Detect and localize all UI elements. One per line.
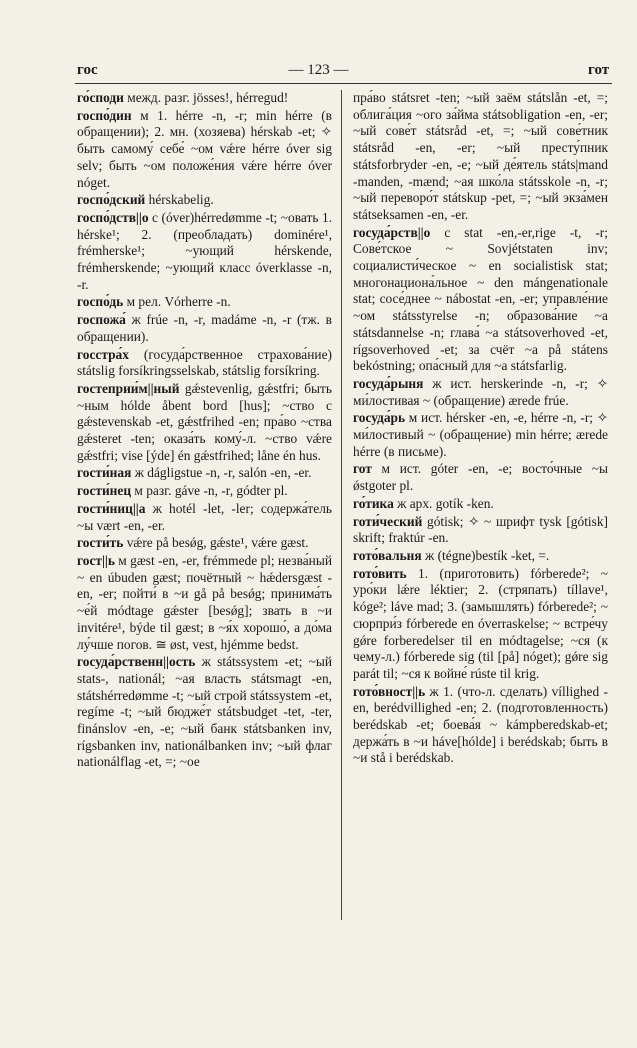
entry-body: hérskabelig. [145,192,214,208]
dictionary-entry [353,548,608,565]
entry-headword: гости́ная [77,465,132,481]
entry-headword: гости́ть [77,535,124,551]
left-guide-word: гос [77,62,98,78]
dictionary-entry [77,90,332,107]
entry-headword: госпо́дств||о [77,209,149,225]
entry-body: м разг. gáve -n, -r, gódter pl. [131,483,288,499]
entry-headword: гот [353,461,372,477]
entry-headword: гостеприи́м||ный [77,380,180,396]
entry-headword: гост||ь [77,552,115,568]
entry-headword: госуда́рств||о [353,224,431,240]
dictionary-entry [353,566,608,683]
dictionary-entry [77,108,332,192]
dictionary-entry [353,684,608,768]
entry-body: м 1. hérre -n, -r; min hérre (в обращении); 2. мн. (хозяева) hérskab -et; ✧ быть самому́ себе́ ~ом vǽre hérre óver sig selv; быть ~ом положе́ния vǽre hérre óver nóget. [77,107,332,190]
entry-body: ж (tégne)bestík -ket, =. [421,547,550,563]
entry-body: ж státssystem -et; ~ый stats-, nationál; ~ая власть státsmagt -en, státshérredømme -t; ~ый строй státssystem -et, regíme -t; ~ый бюдже́т státsbudget -tet, -ter, finánslov -en, -e; ~ый банк státsbanken inv, rígsbanken inv, nationálbanken inv; ~ый флаг nationálflag -et, =; ~ое [77,654,332,770]
entry-body: gǽstevenlig, gǽstfri; быть ~ным hólde åbent bord [hus]; ~ство с gǽstevenskab -et, gǽstfrihed -en; пра́во ~ства gǽsteret -ten; оказа́ть кому́-л. ~ство vǽre gǽstfri; vise [ýde] én gǽstfrihed; låne én hus. [77,380,332,463]
page-number: — 123 — [288,62,349,78]
dictionary-entry [353,410,608,460]
dictionary-entry [77,535,332,552]
dictionary-entry [77,483,332,500]
entry-body: ж hotél -let, -ler; содержа́тель ~ы vært -en, -er. [77,500,332,533]
entry-body: ж 1. (что-л. сделать) víllighed -en, berédvillighed -en; 2. (подготовленность) berédskab -et; боева́я ~ kámpberedskab-et; держа́ть в ~и háve[hólde] i berédskab; быть в ~и stå i berédskab. [353,683,608,766]
dictionary-entry [77,553,332,653]
dictionary-entry [77,347,332,380]
entry-body: 1. (приготовить) fórberede²; ~ уро́ки lǽre léktier; 2. (стряпать) tíllave¹, kóge²; láve mad; 3. (замышлять) fórberede²; ~ сюрпри́з fórberede en óverraskelse; ~ встре́чу gǿre forberedelser til en módtagelse; ~ся (к чему-л.) fórberede sig (til [på] nóget); gǿre sig parát til; ~ся к войне́ rúste til krig. [353,565,608,681]
dictionary-entry [77,210,332,294]
entry-headword: госпо́дин [77,107,132,123]
dictionary-entry [77,465,332,482]
entry-body: м gæst -en, -er, frémmede pl; незва́ный ~ en úbuden gæst; почётный ~ hǽdersgæst -en, -er; пойти́ в ~и gå på besǿg; принима́ть ~е́й módtage gǽster [besǿg]; звать в ~и invitére¹, býde til gæst; в ~я́х хорошо́, а до́ма лу́чше погов. ≅ øst, vest, hjémme bedst. [77,552,332,652]
entry-body: с (óver)hérredømme -t; ~овать 1. hérske¹; 2. (преобладать) dominére¹, frémherske¹; ~ующий hérskende, frémherskende; ~ующий класс óverklasse -n, -r. [77,209,332,292]
entry-body: ж ист. herskerinde -n, -r; ✧ ми́лостивая ~ (обращение) ærede frúe. [353,375,608,408]
dictionary-entry [353,90,608,224]
entry-headword: го́тика [353,495,394,511]
entry-headword: госпо́дский [77,192,146,208]
dictionary-entry [77,654,332,771]
entry-headword: госпожа́ [77,312,126,328]
entry-headword: гото́вност||ь [353,683,426,699]
entry-headword: гото́вить [353,565,407,581]
entry-headword: гости́ниц||а [77,500,146,516]
entry-body: с stat -en,-er,rige -t, -r; Сове́тское ~ Sovjétstaten inv; социалисти́ческое ~ en socialistisk stat; многонациона́льное ~ den mángenationale stat; сосе́днее ~ nábostat -en, -er; управле́ние ~ом státsstyrelse -n; образова́ние ~а státsdannelse -n; глава́ ~а státsoverhoved -et, rígsoverhoved -et; за счёт ~а på státens bekóstning; опа́сный для ~а státsfarlig. [353,224,608,374]
entry-body: vǽre på besǿg, gǽste¹, vǽre gæst. [123,535,309,551]
dictionary-entry [77,312,332,345]
dictionary-entry [353,496,608,513]
entry-headword: гото́вальня [353,547,422,563]
entry-body: м ист. hérsker -en, -e, hérre -n, -r; ✧ ми́лостивый ~ (обращение) min hérre; ærede hérre (в письме). [353,410,608,459]
entry-headword: госуда́рь [353,410,406,426]
entry-body: ж frúe -n, -r, madáme -n, -r (тж. в обращении). [77,312,332,344]
dictionary-entry [353,376,608,409]
header-rule [75,83,612,84]
entry-headword: госпо́дь [77,294,124,310]
dictionary-entry [77,192,332,209]
right-column [353,90,608,768]
entry-body: межд. разг. jösses!, hérregud! [123,90,289,105]
entry-body: ж арх. gotík -ken. [393,495,494,511]
entry-headword: гости́нец [77,483,132,499]
column-divider [341,90,342,920]
dictionary-entry [77,501,332,534]
entry-body: м рел. Vórherre -n. [123,294,231,310]
entry-body: (госуда́рственное страхова́ние) státslig forsíkringsselskab, státslig forsíkring. [77,346,332,379]
entry-headword: го́споди [77,90,124,105]
entry-body: м ист. góter -en, -e; восто́чные ~ы ǿstgoter pl. [353,461,608,494]
right-guide-word: гот [588,62,610,78]
dictionary-entry [77,294,332,311]
entry-headword: госстра́х [77,346,129,362]
entry-headword: готи́ческий [353,513,423,529]
dictionary-entry [77,381,332,465]
entry-headword: госуда́рственн||ость [77,654,196,670]
dictionary-entry [353,514,608,547]
dictionary-entry [353,461,608,494]
entry-body: пра́во státsret -ten; ~ый заём státslån -et, =; облига́ция ~ого за́йма státsobligation -en, -er; ~ый сове́т státsråd -et, =; ~ый сове́тник státsråd -en, -er; ~ый престу́пник státsforbryder -en, -e; ~ый де́ятель státs|mand -manden, -mænd; ~ая шко́ла státsskole -n, -r; ~ый переворо́т státskup -pet, =; ~ый экза́мен státseksamen -en, -er. [353,90,608,222]
dictionary-entry [353,225,608,375]
entry-body: ж dágligstue -n, -r, salón -en, -er. [131,465,312,481]
entry-body: gótisk; ✧ ~ шрифт tysk [gótisk] skrift; fraktúr -en. [353,513,608,546]
entry-headword: госуда́рыня [353,375,424,391]
left-column [77,90,332,772]
